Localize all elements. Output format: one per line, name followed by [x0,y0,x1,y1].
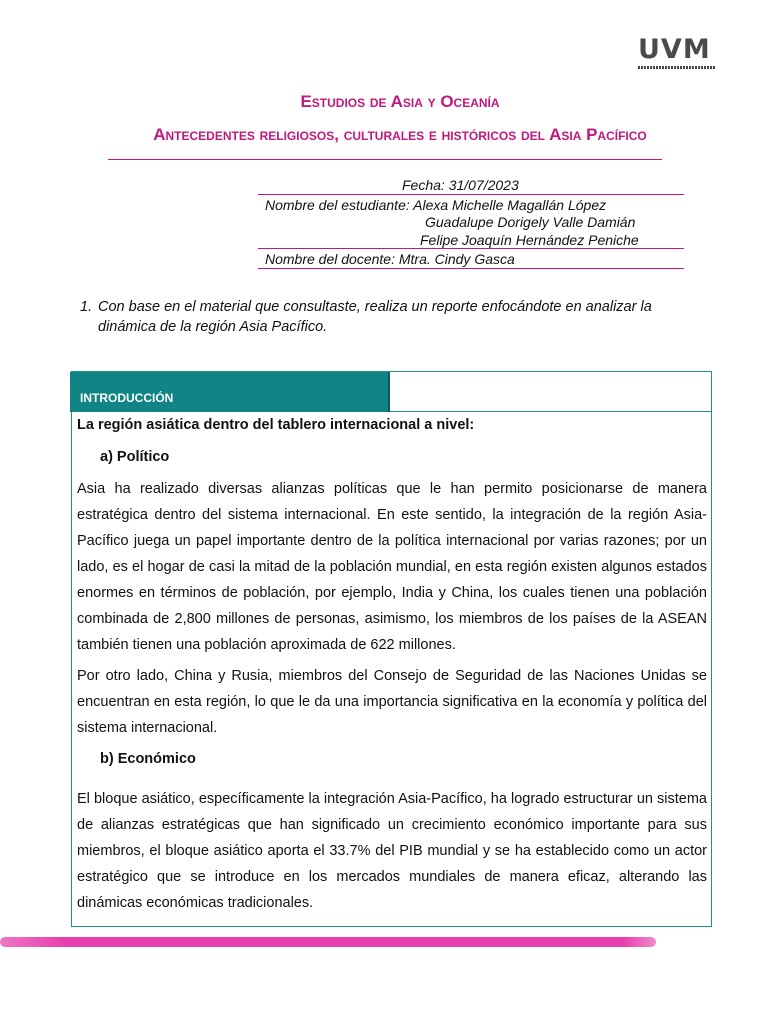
subheading-politico: a) Político [100,449,170,465]
section-tab-introduccion: INTRODUCCIÓN [70,372,390,412]
students-underline [258,248,684,249]
student-2: Guadalupe Dorigely Valle Damián [425,214,636,230]
date-underline [258,194,684,195]
subheading-economico: b) Económico [100,751,196,767]
document-title: Estudios de Asia y Oceanía [300,92,500,111]
students-field: Nombre del estudiante: Alexa Michelle Magallán López [265,197,607,213]
date-field: Fecha: 31/07/2023 [402,177,519,193]
document-subtitle: Antecedentes religiosos, culturales e históricos del Asia Pacífico [153,125,647,144]
title-divider [108,159,662,160]
logo-text: UVM [638,34,711,65]
instruction-item [80,297,690,337]
logo-tagline-graphic [638,66,716,69]
teacher-underline [258,268,684,269]
paragraph-2: Por otro lado, China y Rusia, miembros del Consejo de Seguridad de las Naciones Unidas se encuentran en esta región, lo que le da una importancia significativa en la economía y política del sistema internacional. [77,668,707,736]
instruction-number: 1. [80,299,93,315]
paragraph-1: Asia ha realizado diversas alianzas políticas que le han permito posicionarse de manera estratégica dentro del sistema internacional. En este sentido, la integración de la región Asia-Pacífico juega un papel importante dentro de la política internacional por varias razones; por un lado, es el hogar de casi la mitad de la población mundial, en esta región existen algunos estados enormes en términos de población, por ejemplo, India y China, los cuales tienen una población combinada de 2,800 millones de personas, asimismo, los miembros de los países de la ASEAN también tienen una población aproximada de 622 millones. [77,481,707,653]
teacher-field: Nombre del docente: Mtra. Cindy Gasca [265,251,515,267]
instruction-text: Con base en el material que consultaste, realiza un reporte enfocándote en analizar la dinámica de la región Asia Pacífico. [98,299,652,335]
uvm-logo [638,36,718,69]
footer-accent-bar [0,937,656,947]
student-3: Felipe Joaquín Hernández Peniche [420,232,639,248]
section-content [77,412,707,921]
paragraph-3: El bloque asiático, específicamente la integración Asia-Pacífico, ha logrado estructurar un sistema de alianzas estratégicas que han significado un crecimiento económico importante para sus miembros, el bloque asiático aporta el 33.7% del PIB mundial y se ha establecido como un actor estratégico que se introduce en los mercados mundiales de manera eficaz, alterando las dinámicas económicas tradicionales. [77,791,707,911]
section-heading: La región asiática dentro del tablero internacional a nivel: [77,417,475,433]
